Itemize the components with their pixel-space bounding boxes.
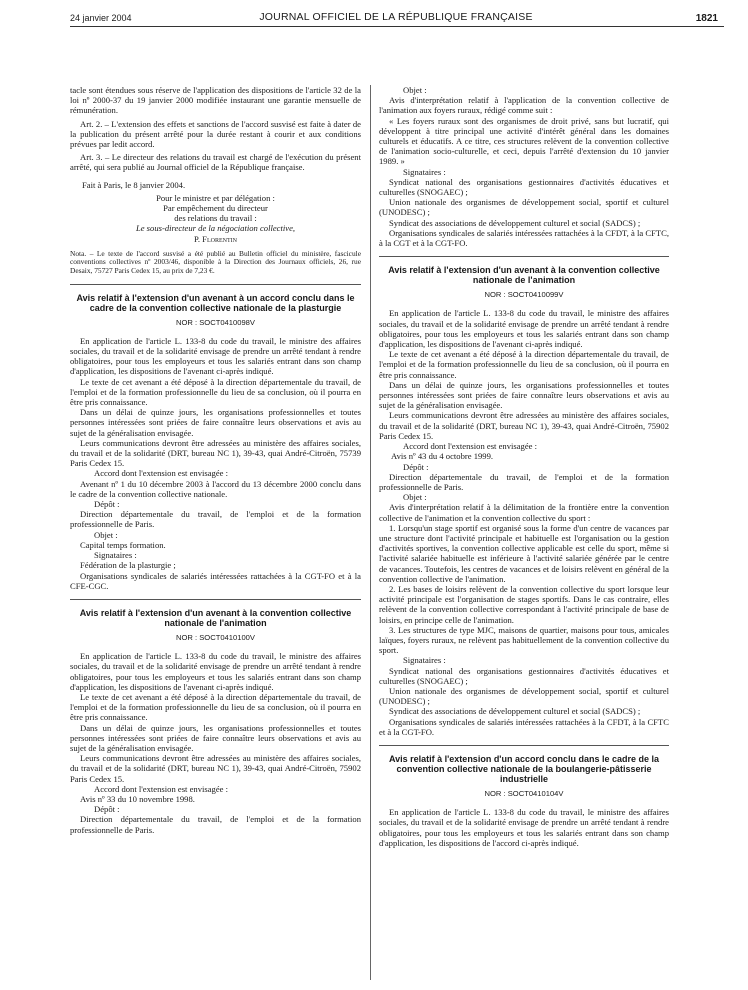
notice-paragraph: Le texte de cet avenant a été déposé à la direction départementale du travail, de l'emploi et de la formation professionnelle du lieu de sa conclusion, où il pourra en être pris connaissance.: [379, 349, 669, 380]
notice-line: Objet :: [94, 529, 118, 540]
notice-line: Accord dont l'extension est envisagée :: [94, 783, 228, 794]
notice-paragraph: Le texte de cet avenant a été déposé à la direction départementale du travail, de l'emploi et de la formation professionnelle du lieu de sa conclusion, où il pourra en être pris connaissance.: [70, 376, 361, 408]
page-number: 1821: [695, 13, 718, 24]
section-divider: [70, 284, 361, 285]
nor-reference: NOR : SOCT0410099V: [484, 290, 564, 300]
notice-paragraph: En application de l'article L. 133-8 du code du travail, le ministre des affaires sociales, du travail et de la solidarité envisage de prendre un arrêté tendant à rendre obligatoires, pour tous les employeurs et tous les salariés entrant dans son champ d'application, les dispositions de l'avenant ci-après indiqué.: [379, 308, 669, 350]
notice-line: Direction départementale du travail, de l'emploi et de la formation professionnelle de Paris.: [70, 509, 361, 530]
notice-quote: « Les foyers ruraux sont des organismes de droit privé, sans but lucratif, qui développent à titre principal une activité d'intérêt général dans les domaines culturels et éducatifs. A ce titre, ces structures relèvent de la convention collective de l'animation socio-culturelle, et ceci, depuis l'arrêté d'extension du 10 janvier 1989. »: [379, 115, 669, 167]
left-column: [70, 85, 361, 835]
nor-reference: NOR : SOCT0410098V: [176, 317, 255, 327]
header-divider: [70, 26, 724, 27]
notice-line: Dépôt :: [403, 461, 429, 472]
notice-paragraph: En application de l'article L. 133-8 du code du travail, le ministre des affaires sociales, du travail et de la solidarité envisage de prendre un arrêté tendant à rendre obligatoires, pour tous les employeurs et tous les salariés entrant dans son champ d'application, les dispositions de l'avenant ci-après indiqué.: [70, 651, 361, 692]
notice-line: Avis nº 43 du 4 octobre 1999.: [391, 451, 494, 462]
notice-title: Avis relatif à l'extension d'un avenant à la convention collective nationale de l'animation: [79, 607, 352, 628]
article-3: Art. 3. – Le directeur des relations du travail est chargé de l'exécution du présent arrêté, qui sera publié au Journal officiel de la République française.: [70, 152, 361, 173]
notice-line: Signataires :: [94, 550, 137, 561]
signature-line-2: Par empêchement du directeur: [163, 203, 268, 214]
notice-line: 1. Lorsqu'un stage sportif est organisé sous la forme d'un centre de vacances par une structure dont l'activité principale et habituelle est l'organisation ou la gestion d'activités sportives, la convention collective applicable est celle du sport, même si l'activité salariée habituelle est inférieure à l'activité salariée générée par le centre de vacances. Toutefois, les centres de vacances et de loisirs relèvent en général de la convention collective de l'animation.: [379, 522, 669, 584]
notice-line: Capital temps formation.: [80, 539, 166, 550]
notice-paragraph: Dans un délai de quinze jours, les organisations professionnelles et toutes personnes intéressées sont priées de faire connaître leurs observations et avis au sujet de la généralisation envisagée.: [379, 379, 669, 411]
section-divider: [70, 599, 361, 600]
notice-line: Organisations syndicales de salariés intéressées rattachées à la CGT-FO et à la CFE-CGC.: [70, 570, 361, 591]
notice-line: Syndicat national des organisations gestionnaires d'activités éducatives et culturelles (SNOGAEC) ;: [379, 665, 669, 686]
notice-line: Accord dont l'extension est envisagée :: [94, 468, 228, 479]
notice-title: Avis relatif à l'extension d'un avenant à la convention collective nationale de l'animation: [388, 265, 660, 286]
signatory-name: P. Florentin: [194, 233, 237, 244]
notice-line: 2. Les bases de loisirs relèvent de la convention collective du sport lorsque leur activité principale est l'organisation de stages sportifs. Dans le cas contraire, elles relèvent de la convention collective correspondant à l'activité principale de base de loisirs, en principe celle de l'animation.: [379, 583, 669, 625]
header-date: 24 janvier 2004: [70, 13, 132, 23]
notice-line: Direction départementale du travail, de l'emploi et de la formation professionnelle de Paris.: [379, 471, 669, 492]
notice-line: Fédération de la plasturgie ;: [80, 560, 176, 571]
notice-line: Signataires :: [403, 166, 446, 177]
section-divider: [379, 745, 669, 746]
notice-line: Avis nº 33 du 10 novembre 1998.: [80, 793, 195, 804]
done-date: Fait à Paris, le 8 janvier 2004.: [82, 179, 186, 190]
notice-paragraph: En application de l'article L. 133-8 du code du travail, le ministre des affaires sociales, du travail et de la solidarité envisage de prendre un arrêté tendant à rendre obligatoires, pour tous les employeurs et tous les salariés entrant dans son champ d'application, les dispositions de l'avenant ci-après indiqué.: [70, 335, 361, 377]
notice-paragraph: Leurs communications devront être adressées au ministère des affaires sociales, du travail et de la solidarité (DRT, bureau NC 1), 39-43, quai André-Citroën, 75902 Paris Cedex 15.: [379, 410, 669, 441]
section-divider: [379, 256, 669, 257]
notice-title: Avis relatif à l'extension d'un avenant à un accord conclu dans le cadre de la convention collective nationale de la plasturgie: [76, 292, 355, 313]
journal-title: JOURNAL OFFICIEL DE LA RÉPUBLIQUE FRANÇAISE: [259, 11, 533, 23]
notice-line: Union nationale des organismes de développement social, sportif et culturel (UNODESC) ;: [379, 197, 669, 218]
signature-line-1: Pour le ministre et par délégation :: [156, 192, 275, 203]
notice-paragraph: Leurs communications devront être adressées au ministère des affaires sociales, du travail et de la solidarité (DRT, bureau NC 1), 39-43, quai André-Citroën, 75739 Paris Cedex 15.: [70, 437, 361, 469]
signature-line-3: des relations du travail :: [174, 213, 257, 224]
column-divider: [370, 85, 371, 980]
notice-line: Direction départementale du travail, de l'emploi et de la formation professionnelle de Paris.: [70, 814, 361, 835]
notice-paragraph: Leurs communications devront être adressées au ministère des affaires sociales, du travail et de la solidarité (DRT, bureau NC 1), 39-43, quai André-Citroën, 75902 Paris Cedex 15.: [70, 753, 361, 784]
notice-line: Dépôt :: [94, 499, 120, 510]
notice-line: Accord dont l'extension est envisagée :: [403, 441, 537, 452]
notice-line: Objet :: [403, 85, 427, 95]
nor-reference: NOR : SOCT0410100V: [176, 632, 255, 642]
notice-line: Syndicat national des organisations gestionnaires d'activités éducatives et culturelles (SNOGAEC) ;: [379, 176, 669, 198]
notice-line: Avis d'interprétation relatif à la délimitation de la frontière entre la convention collective de l'animation et la convention collective du sport :: [379, 502, 669, 523]
notice-paragraph: Dans un délai de quinze jours, les organisations professionnelles et toutes personnes intéressées sont priées de faire connaître leurs observations et avis au sujet de la généralisation envisagée.: [70, 407, 361, 438]
notice-line: Union nationale des organismes de développement social, sportif et culturel (UNODESC) ;: [379, 685, 669, 707]
notice-line: Syndicat des associations de développement culturel et social (SADCS) ;: [389, 706, 641, 717]
notice-title: Avis relatif à l'extension d'un accord conclu dans le cadre de la convention collective nationale de la boulangerie-pâtisserie industrielle: [388, 753, 660, 784]
signature-line-4: Le sous-directeur de la négociation collective,: [135, 223, 296, 234]
page-header: [70, 9, 722, 27]
nota-note: Nota. – Le texte de l'accord susvisé a été publié au Bulletin officiel du ministère, fascicule conventions collectives nº 2003/46, disponible à la Direction des Journaux officiels, 26, rue Desaix, 75727 Paris Cedex 15, au prix de 7,23 €.: [70, 248, 361, 276]
notice-paragraph: En application de l'article L. 133-8 du code du travail, le ministre des affaires sociales, du travail et de la solidarité envisage de prendre un arrêté tendant à rendre obligatoires, pour tous les employeurs et tous les salariés entrant dans son champ d'application, les dispositions de l'accord ci-après indiqué.: [379, 807, 669, 848]
notice-line: Avis d'interprétation relatif à l'application de la convention collective de l'animation aux foyers ruraux, rédigé comme suit :: [379, 95, 669, 116]
nor-reference: NOR : SOCT0410104V: [484, 788, 564, 798]
notice-line: Avenant nº 1 du 10 décembre 2003 à l'accord du 13 décembre 2000 conclu dans le cadre de la convention collective nationale.: [70, 478, 361, 499]
notice-line: Organisations syndicales de salariés intéressées rattachées à la CFDT, à la CFTC et à la CGT-FO.: [379, 716, 669, 737]
notice-line: Signataires :: [403, 655, 446, 666]
notice-paragraph: Dans un délai de quinze jours, les organisations professionnelles et toutes personnes intéressées sont priées de faire connaître leurs observations et avis au sujet de la généralisation envisagée.: [70, 722, 361, 753]
notice-line: Dépôt :: [94, 804, 120, 815]
right-column: [379, 85, 669, 848]
notice-line: Organisations syndicales de salariés intéressées rattachées à la CFDT, à la CFTC, à la CGT et à la CGT-FO.: [379, 227, 669, 249]
notice-line: 3. Les structures de type MJC, maisons de quartier, maisons pour tous, amicales laïques, foyers ruraux, ne relèvent pas habituellement de la convention collective du sport.: [379, 624, 669, 656]
notice-line: Syndicat des associations de développement culturel et social (SADCS) ;: [389, 217, 641, 228]
article-2: Art. 2. – L'extension des effets et sanctions de l'accord susvisé est faite à dater de la publication du présent arrêté pour la durée restant à courir et aux conditions prévues par ledit accord.: [70, 118, 361, 150]
notice-line: Objet :: [403, 492, 427, 503]
intro-paragraph: tacle sont étendues sous réserve de l'application des dispositions de l'article 32 de la loi nº 2000-37 du 19 janvier 2000 modifiée instaurant une garantie mensuelle de rémunération.: [70, 85, 361, 116]
notice-paragraph: Le texte de cet avenant a été déposé à la direction départementale du travail, de l'emploi et de la formation professionnelle du lieu de sa conclusion, où il pourra en être pris connaissance.: [70, 691, 361, 723]
